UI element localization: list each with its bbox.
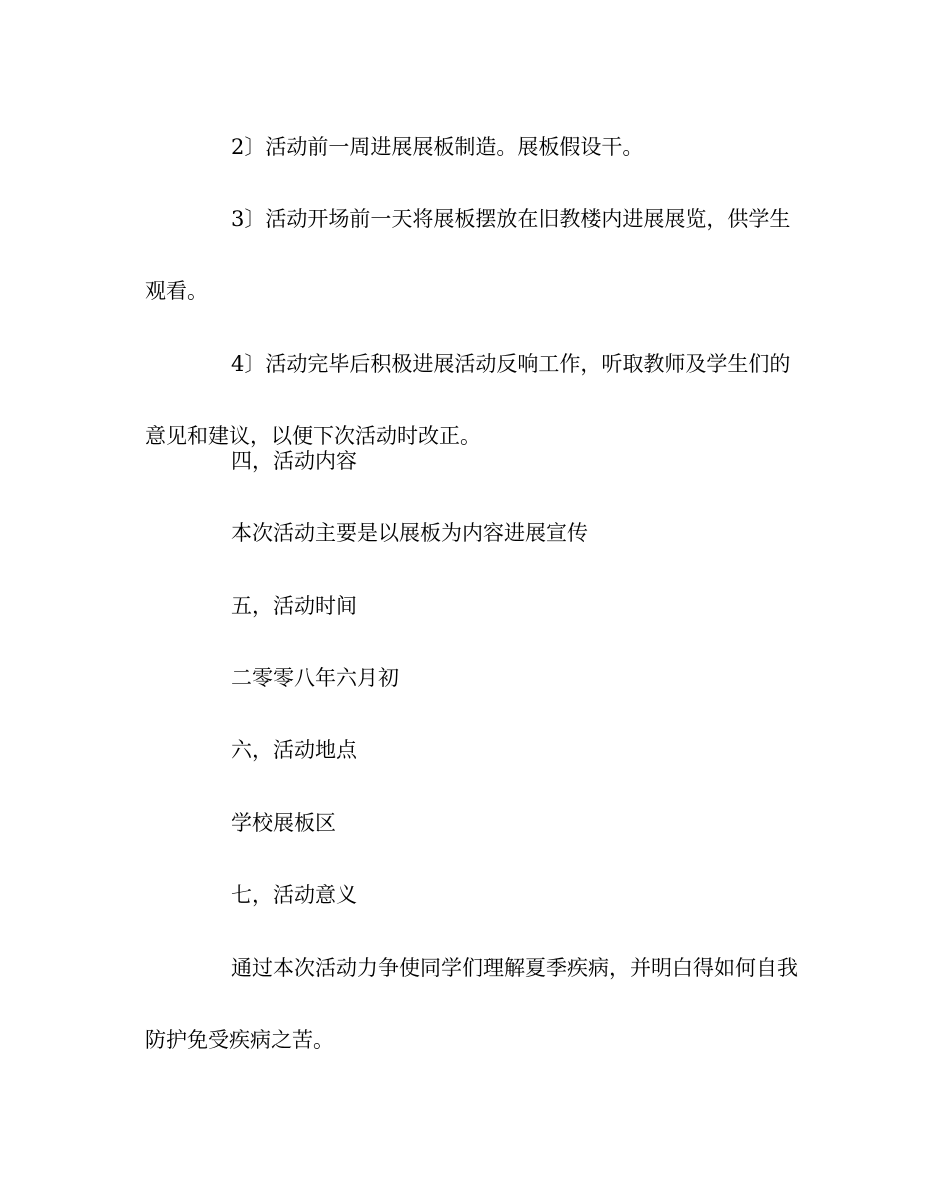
paragraph-location: 学校展板区 bbox=[231, 811, 336, 835]
section-heading-significance: 七，活动意义 bbox=[231, 883, 357, 907]
paragraph-time: 二零零八年六月初 bbox=[231, 666, 399, 690]
section-heading-content: 四，活动内容 bbox=[231, 449, 357, 473]
section-heading-time: 五，活动时间 bbox=[231, 594, 357, 618]
paragraph-preparation-step-4: 4〕活动完毕后积极进展活动反响工作，听取教师及学生们的意见和建议，以便下次活动时改正。 bbox=[145, 352, 791, 448]
section-heading-location: 六，活动地点 bbox=[231, 738, 357, 762]
paragraph-content: 本次活动主要是以展板为内容进展宣传 bbox=[231, 521, 588, 545]
paragraph-preparation-step-3: 3〕活动开场前一天将展板摆放在旧教楼内进展展览，供学生观看。 bbox=[145, 207, 791, 303]
paragraph-preparation-step-2: 2〕活动前一周进展展板制造。展板假设干。 bbox=[231, 135, 644, 159]
paragraph-significance: 通过本次活动力争使同学们理解夏季疾病，并明白得如何自我防护免受疾病之苦。 bbox=[145, 956, 798, 1052]
